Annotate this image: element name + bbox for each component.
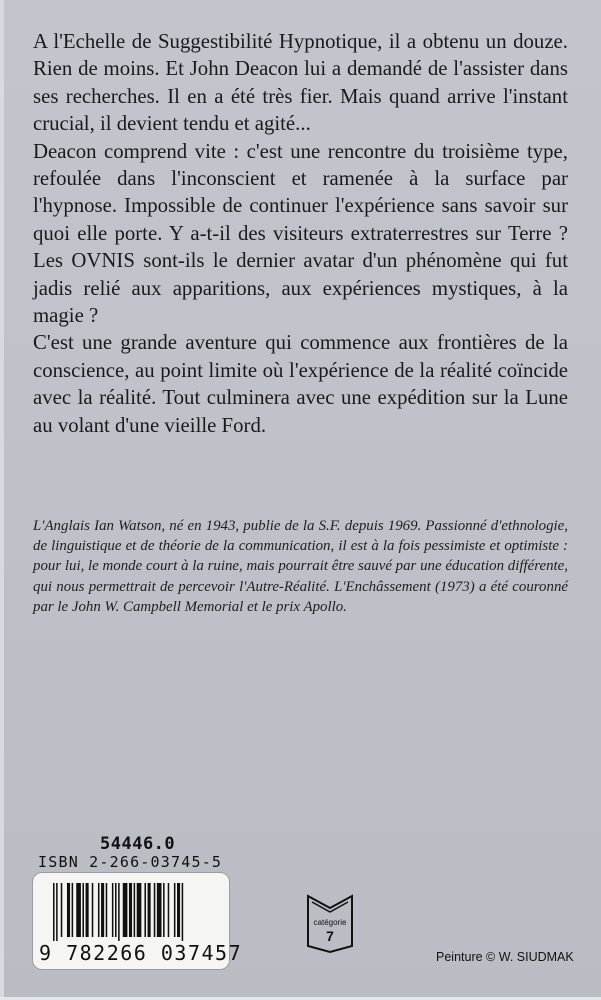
cover-art-credit: Peinture © W. SIUDMAK xyxy=(436,950,574,964)
back-cover-blurb xyxy=(33,28,568,439)
page-edge xyxy=(0,0,4,1000)
category-number: 7 xyxy=(326,928,334,944)
isbn-number: ISBN 2-266-03745-5 xyxy=(38,853,223,871)
barcode-label xyxy=(32,872,243,970)
blurb-paragraph-2: Deacon comprend vite : c'est une rencontre du troisième type, refoulée dans l'inconscient et ramenée à la surface par l'hypnose. Impossible de continuer l'expérience sans savoir sur quoi elle porte. Y a-t-il des visiteurs extraterrestres sur Terre ? Les OVNIS sont-ils le dernier avatar d'un phénomène qui fut jadis relié aux apparitions, aux expériences mystiques, à la magie ? xyxy=(33,139,568,328)
price-code: 54446.0 xyxy=(100,834,176,854)
barcode-icon xyxy=(53,883,223,941)
author-bio: L'Anglais Ian Watson, né en 1943, publie de la S.F. depuis 1969. Passionné d'ethnologie, de linguistique et de théorie de la communication, il est à la fois pessimiste et optimiste : pour lui, le monde court à la ruine, mais pourrait être sauvé par une éducation différente, qui nous permettrait de percevoir l'Autre-Réalité. L'Enchâssement (1973) a été couronné par le John W. Campbell Memorial et le prix Apollo. xyxy=(33,518,568,615)
barcode-digits: 9 782266 037457 xyxy=(39,941,243,965)
category-label: catégorie xyxy=(313,918,347,927)
blurb-paragraph-1: A l'Echelle de Suggestibilité Hypnotique, il a obtenu un douze. Rien de moins. Et John Deacon lui a demandé de l'assister dans ses recherches. Il en a été très fier. Mais quand arrive l'instant crucial, il devient tendu et agité... xyxy=(33,30,568,136)
category-badge xyxy=(306,894,354,954)
blurb-paragraph-3: C'est une grande aventure qui commence aux frontières de la conscience, au point limite où l'expérience de la réalité coïncide avec la réalité. Tout culminera avec une expédition sur la Lune au volant d'une vieille Ford. xyxy=(33,331,568,437)
